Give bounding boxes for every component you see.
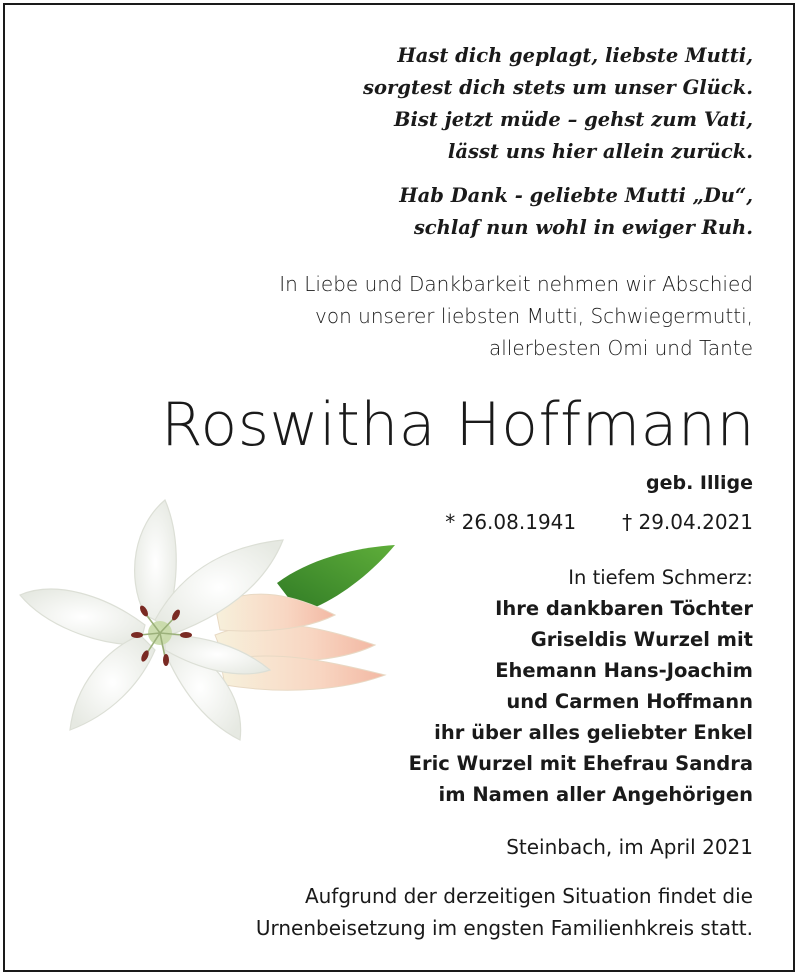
mourner-line: Ehemann Hans-Joachim bbox=[495, 659, 753, 682]
intro-line: In Liebe und Dankbarkeit nehmen wir Abschied bbox=[279, 272, 753, 296]
lily-flower-icon bbox=[15, 485, 400, 755]
footer-line: Aufgrund der derzeitigen Situation findet die bbox=[304, 884, 753, 908]
footer-note bbox=[256, 880, 753, 944]
poem-line: Hab Dank - geliebte Mutti „Du“, bbox=[399, 184, 753, 207]
birth-name: geb. Illige bbox=[645, 472, 753, 494]
mourner-line: Griseldis Wurzel mit bbox=[530, 628, 753, 651]
mourner-line: ihr über alles geliebter Enkel bbox=[434, 721, 753, 744]
mourner-line: Ihre dankbaren Töchter bbox=[495, 597, 753, 620]
mourner-line: und Carmen Hoffmann bbox=[506, 690, 753, 713]
poem-line: lässt uns hier allein zurück. bbox=[447, 140, 753, 163]
place-date: Steinbach, im April 2021 bbox=[506, 835, 753, 859]
poem-line: Hast dich geplagt, liebste Mutti, bbox=[397, 44, 753, 67]
footer-line: Urnenbeisetzung im engsten Familienhkreis statt. bbox=[255, 916, 753, 940]
mourners-heading: In tiefem Schmerz: bbox=[568, 566, 753, 589]
poem-line: sorgtest dich stets um unser Glück. bbox=[363, 76, 753, 99]
birth-date: * 26.08.1941 bbox=[445, 510, 577, 534]
mourners-block bbox=[409, 562, 753, 810]
intro-line: allerbesten Omi und Tante bbox=[488, 336, 753, 360]
poem-stanza-1 bbox=[363, 40, 753, 168]
poem-line: Bist jetzt müde – gehst zum Vati, bbox=[393, 108, 753, 131]
mourner-line: im Namen aller Angehörigen bbox=[438, 783, 753, 806]
mourner-line: Eric Wurzel mit Ehefrau Sandra bbox=[408, 752, 753, 775]
poem-line: schlaf nun wohl in ewiger Ruh. bbox=[413, 216, 753, 239]
death-date: † 29.04.2021 bbox=[622, 510, 753, 534]
intro-text bbox=[279, 268, 753, 364]
intro-line: von unserer liebsten Mutti, Schwiegermutti, bbox=[315, 304, 753, 328]
life-dates bbox=[445, 508, 753, 536]
deceased-name: Roswitha Hoffmann bbox=[161, 390, 755, 460]
poem-stanza-2 bbox=[399, 180, 753, 244]
